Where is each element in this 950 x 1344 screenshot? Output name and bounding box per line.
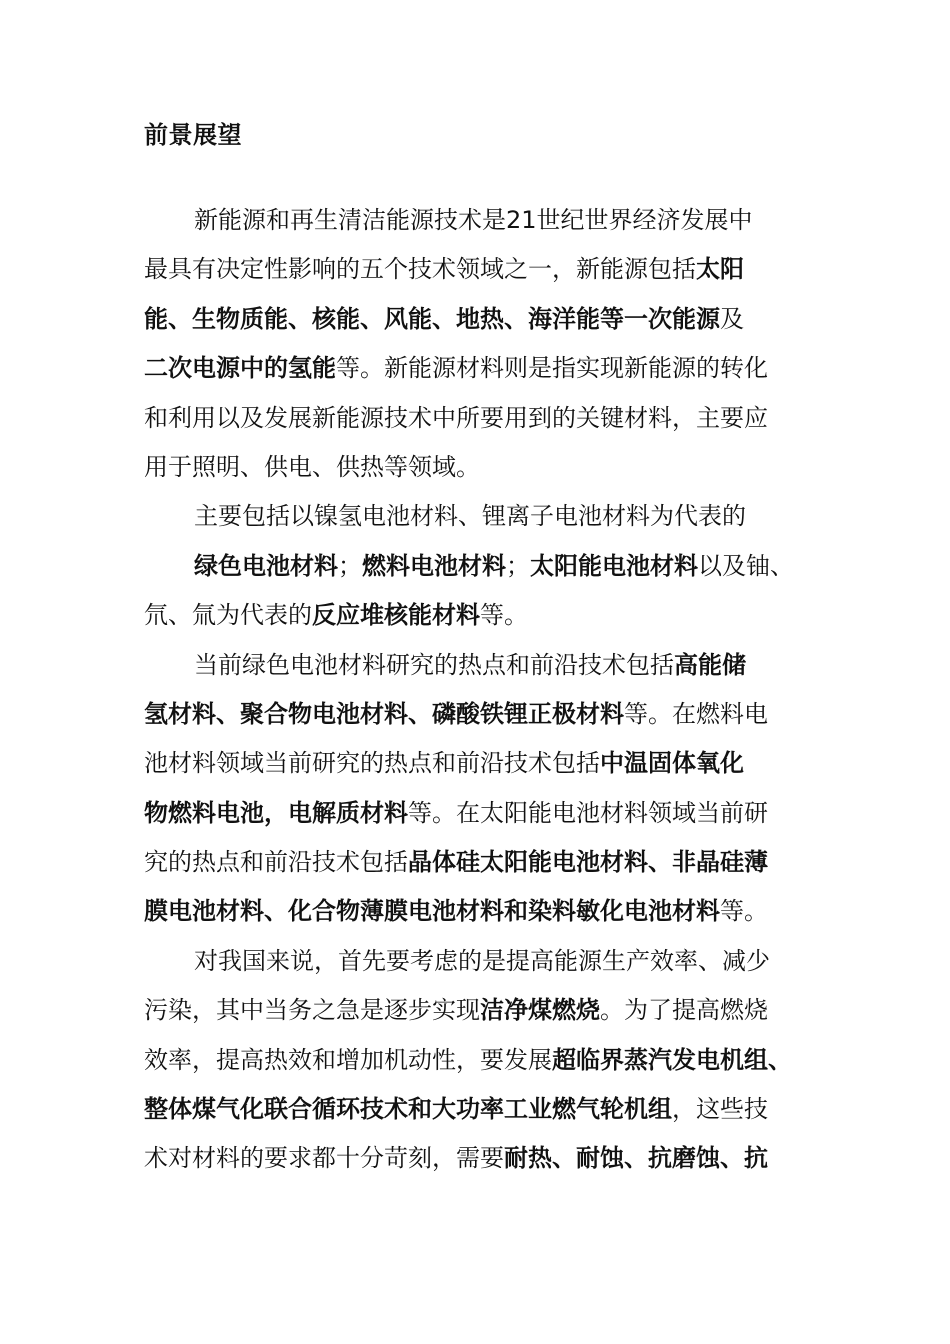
text-line xyxy=(144,937,808,986)
bold-text: 太阳 xyxy=(696,255,744,284)
bold-text: 太阳能电池材料 xyxy=(530,551,698,580)
text-line xyxy=(144,789,808,838)
text-line xyxy=(144,542,808,591)
text-segment: 等。 xyxy=(720,897,768,926)
text-segment: 等。 xyxy=(480,601,528,630)
bold-text: 晶体硅太阳能电池材料、非晶硅薄 xyxy=(408,848,768,877)
text-segment: 和利用以及发展新能源技术中所要用到的关键材料，主要应 xyxy=(144,403,768,432)
text-segment: 术对材料的要求都十分苛刻，需要 xyxy=(144,1144,504,1173)
text-line xyxy=(144,986,808,1035)
text-line xyxy=(144,245,808,294)
text-segment: ； xyxy=(338,551,362,580)
text-line xyxy=(144,443,808,492)
bold-text: 绿色电池材料 xyxy=(194,551,338,580)
bold-text: 反应堆核能材料 xyxy=(312,601,480,630)
text-line xyxy=(144,887,808,936)
text-segment: 当前绿色电池材料研究的热点和前沿技术包括 xyxy=(194,650,674,679)
text-segment: 效率，提高热效和增加机动性，要发展 xyxy=(144,1045,552,1074)
bold-text: 氢材料、聚合物电池材料、磷酸铁锂正极材料 xyxy=(144,699,624,728)
text-line xyxy=(144,591,808,640)
text-segment: 主要包括以镍氢电池材料、锂离子电池材料为代表的 xyxy=(194,502,746,531)
text-segment: 究的热点和前沿技术包括 xyxy=(144,848,408,877)
text-segment: 以及铀、 xyxy=(698,551,794,580)
text-segment: 氘、氚为代表的 xyxy=(144,601,312,630)
bold-text: 膜电池材料、化合物薄膜电池材料和染料敏化电池材料 xyxy=(144,897,720,926)
bold-text: 整体煤气化联合循环技术和大功率工业燃气轮机组 xyxy=(144,1095,672,1124)
bold-text: 燃料电池材料 xyxy=(362,551,506,580)
text-line xyxy=(144,838,808,887)
text-segment: 等。在太阳能电池材料领域当前研 xyxy=(408,798,768,827)
text-segment: ，这些技 xyxy=(672,1095,768,1124)
text-segment: 新能源和再生清洁能源技术是21世纪世界经济发展中 xyxy=(194,206,753,234)
text-line xyxy=(144,344,808,393)
body-text xyxy=(144,196,808,1184)
bold-text: 高能储 xyxy=(674,650,746,679)
text-line xyxy=(144,394,808,443)
bold-text: 能、生物质能、核能、风能、地热、海洋能等一次能源 xyxy=(144,304,720,333)
bold-text: 物燃料电池，电解质材料 xyxy=(144,798,408,827)
text-segment: 等。在燃料电 xyxy=(624,699,768,728)
text-line xyxy=(144,492,808,541)
text-segment: 。为了提高燃烧 xyxy=(600,996,768,1025)
section-heading: 前景展望 xyxy=(144,121,242,149)
text-line xyxy=(144,1036,808,1085)
text-line xyxy=(144,196,808,245)
text-segment: 最具有决定性影响的五个技术领域之一，新能源包括 xyxy=(144,255,696,284)
bold-text: 二次电源中的氢能 xyxy=(144,354,336,383)
bold-text: 耐热、耐蚀、抗磨蚀、抗 xyxy=(504,1144,768,1173)
text-line xyxy=(144,295,808,344)
text-line xyxy=(144,739,808,788)
text-line xyxy=(144,641,808,690)
text-segment: 污染，其中当务之急是逐步实现 xyxy=(144,996,480,1025)
text-line xyxy=(144,690,808,739)
text-segment: 等。新能源材料则是指实现新能源的转化 xyxy=(336,354,768,383)
text-line xyxy=(144,1134,808,1183)
text-segment: 对我国来说，首先要考虑的是提高能源生产效率、减少 xyxy=(194,946,770,975)
bold-text: 洁净煤燃烧 xyxy=(480,996,600,1025)
text-segment: 池材料领域当前研究的热点和前沿技术包括 xyxy=(144,749,600,778)
text-segment: 及 xyxy=(720,304,744,333)
bold-text: 超临界蒸汽发电机组、 xyxy=(552,1045,792,1074)
text-segment: ； xyxy=(506,551,530,580)
text-segment: 用于照明、供电、供热等领域。 xyxy=(144,452,480,481)
text-line xyxy=(144,1085,808,1134)
bold-text: 中温固体氧化 xyxy=(600,749,744,778)
